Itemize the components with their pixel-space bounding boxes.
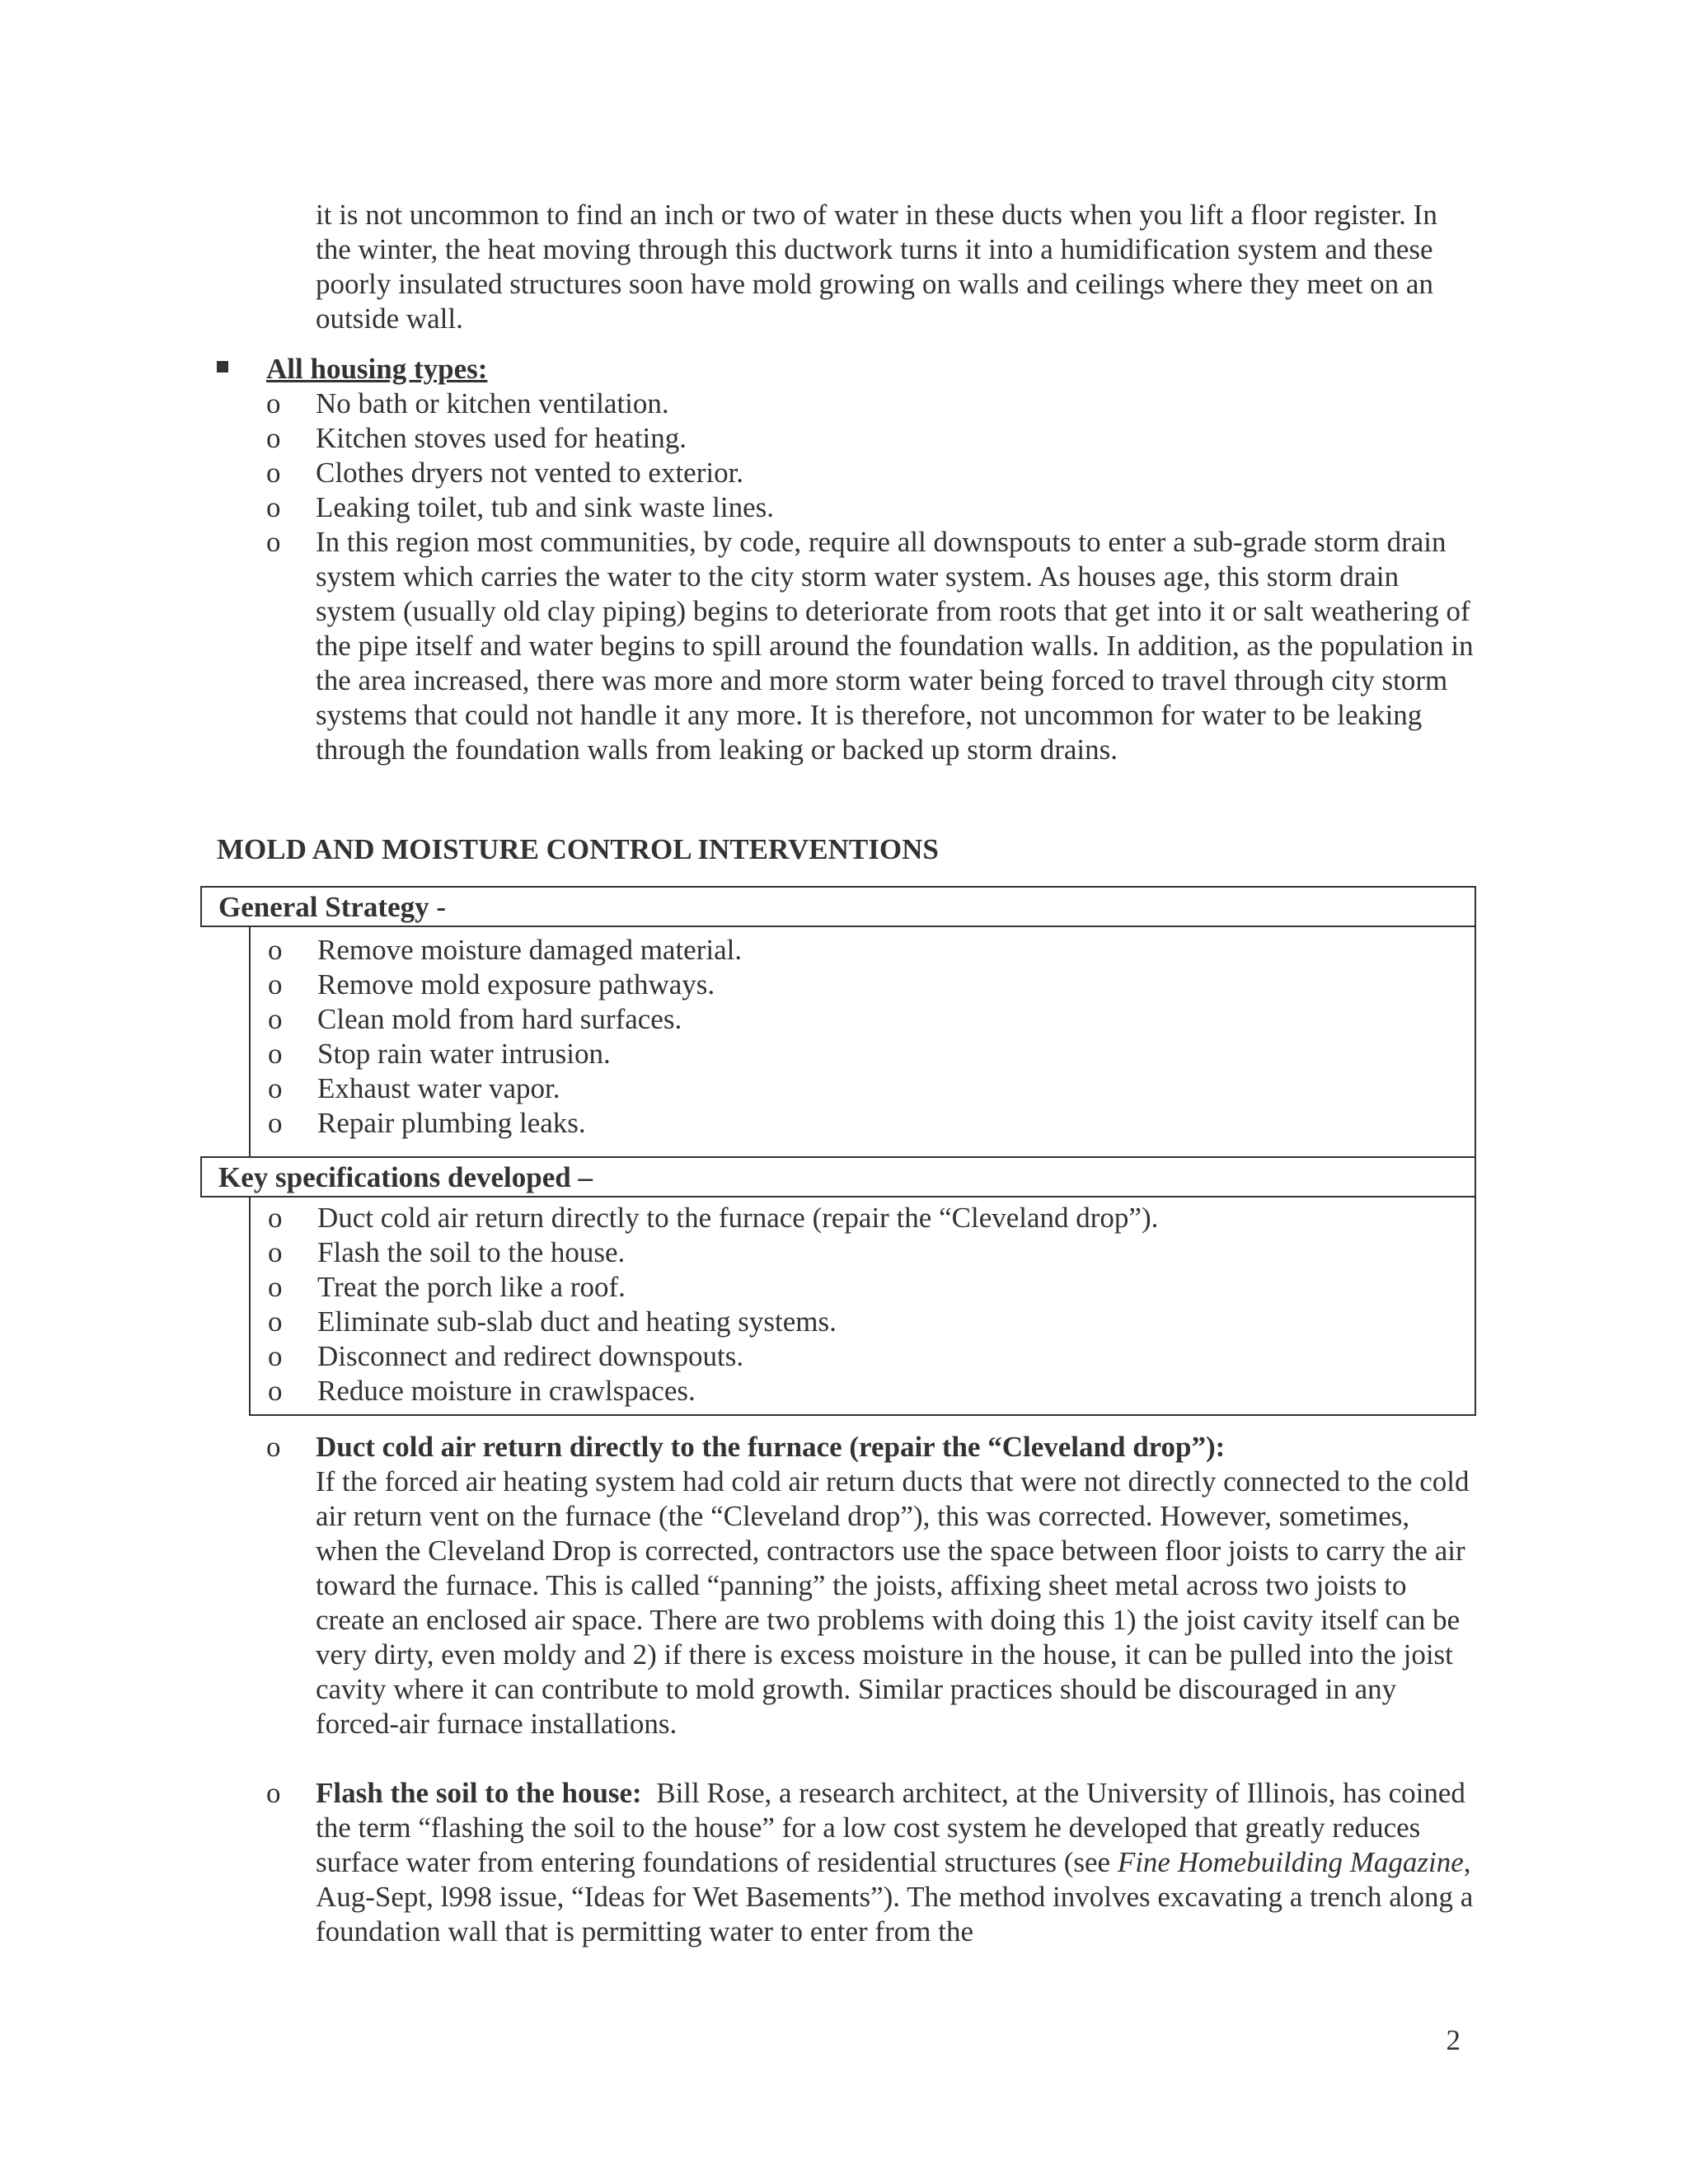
housing-item-5: In this region most communities, by code, require all downspouts to enter a sub-grade storm drain system which carries the water to the city storm water system. As houses age, this storm drain system (usually old clay piping) begins to deteriorate from roots that get into it or salt weathering of the pipe itself and water begins to spill around the foundation walls. In addition, as the population in the area increased, there was more and more storm water being forced to travel through city storm systems that could not handle it any more. It is therefore, not uncommon for water to be leaking through the foundation walls from leaking or backed up storm drains. bbox=[316, 526, 1474, 766]
intro-paragraph: it is not uncommon to find an inch or two of water in these ducts when you lift a floor register. In the winter, the heat moving through this ductwork turns it into a humidification system and these poorly insulated structures soon have mold growing on walls and ceilings where they meet on an outside wall. bbox=[316, 199, 1437, 335]
housing-item-3: Clothes dryers not vented to exterior. bbox=[316, 457, 744, 489]
bullet-icon: o bbox=[266, 526, 281, 558]
section-heading: MOLD AND MOISTURE CONTROL INTERVENTIONS bbox=[217, 833, 939, 865]
flash-detail-paragraph bbox=[316, 1776, 1478, 1949]
bullet-icon: o bbox=[268, 1305, 283, 1338]
general-strategy-header: General Strategy - bbox=[200, 886, 1476, 927]
bullet-icon: o bbox=[268, 1375, 283, 1407]
housing-item-4: Leaking toilet, tub and sink waste lines. bbox=[316, 491, 775, 523]
key-specs-header: Key specifications developed – bbox=[200, 1156, 1476, 1197]
bullet-icon: o bbox=[266, 457, 281, 489]
bullet-icon: o bbox=[266, 1777, 281, 1809]
general-strategy-list: o Remove moisture damaged material. o Remove mold exposure pathways. o Clean mold from hard surfaces. o Stop rain water intrusion. o Exhaust water vapor. o Repair plumbing leaks. bbox=[249, 927, 1476, 1156]
bullet-icon: o bbox=[268, 1038, 283, 1070]
bullet-icon: o bbox=[266, 1431, 281, 1463]
flash-detail-title: Flash the soil to the house: bbox=[316, 1777, 642, 1809]
bullet-icon: o bbox=[268, 1202, 283, 1234]
bullet-icon: o bbox=[268, 1340, 283, 1372]
duct-detail-title: Duct cold air return directly to the furnace (repair the “Cleveland drop”): bbox=[316, 1431, 1226, 1463]
flash-detail-body-2: , Aug-Sept, l998 issue, “Ideas for Wet Basements”). The method involves excavating a trench along a foundation wall that is permitting water to enter from the bbox=[316, 1846, 1474, 1947]
bullet-icon: o bbox=[268, 1236, 283, 1268]
bullet-icon: o bbox=[266, 387, 281, 419]
bullet-icon: o bbox=[266, 491, 281, 523]
bullet-icon: o bbox=[268, 1072, 283, 1104]
square-bullet-icon bbox=[217, 361, 228, 373]
housing-item-1: No bath or kitchen ventilation. bbox=[316, 387, 669, 419]
duct-detail-body: If the forced air heating system had cold air return ducts that were not directly connected to the cold air return vent on the furnace (the “Cleveland drop”), this was corrected. However, sometimes, when the Cleveland Drop is corrected, contractors use the space between floor joists to carry the air toward the furnace. This is called “panning” the joists, affixing sheet metal across two joists to create an enclosed air space. There are two problems with doing this 1) the joist cavity itself can be very dirty, even moldy and 2) if there is excess moisture in the house, it can be pulled into the joist cavity where it can contribute to mold growth. Similar practices should be discouraged in any forced-air furnace installations. bbox=[316, 1465, 1470, 1740]
bullet-icon: o bbox=[266, 422, 281, 454]
key-specs-list: o Duct cold air return directly to the furnace (repair the “Cleveland drop”). o Flash the soil to the house. o Treat the porch like a roof. o Eliminate sub-slab duct and heating systems. o Disconnect and redirect downspouts. o Reduce moisture in crawlspaces. bbox=[249, 1197, 1476, 1416]
bullet-icon: o bbox=[268, 968, 283, 1001]
magazine-title: Fine Homebuilding Magazine bbox=[1117, 1846, 1464, 1878]
bullet-icon: o bbox=[268, 934, 283, 966]
bullet-icon: o bbox=[268, 1271, 283, 1303]
bullet-icon: o bbox=[268, 1003, 283, 1035]
bullet-icon: o bbox=[268, 1107, 283, 1139]
all-housing-heading: All housing types: bbox=[266, 353, 488, 385]
housing-item-2: Kitchen stoves used for heating. bbox=[316, 422, 687, 454]
page-number: 2 bbox=[1446, 2024, 1461, 2056]
flash-detail-body-1: Bill Rose, a research architect, at the University of Illinois, has coined the term “flashing the soil to the house” for a low cost system he developed that greatly reduces surface water from entering foundations of residential structures (see bbox=[316, 1777, 1465, 1878]
